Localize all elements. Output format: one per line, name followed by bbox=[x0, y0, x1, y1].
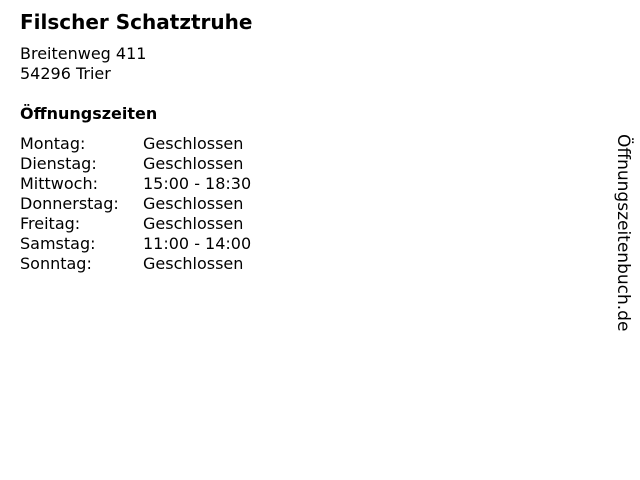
day-label: Samstag: bbox=[20, 234, 96, 253]
day-label: Sonntag: bbox=[20, 254, 92, 273]
day-label: Freitag: bbox=[20, 214, 81, 233]
store-name: Filscher Schatztruhe bbox=[20, 10, 253, 34]
city-address: 54296 Trier bbox=[20, 64, 111, 83]
day-hours: Geschlossen bbox=[143, 214, 244, 233]
source-credit: Öffnungszeitenbuch.de bbox=[613, 134, 633, 332]
hours-row-thursday bbox=[20, 194, 251, 214]
street-address: Breitenweg 411 bbox=[20, 44, 147, 63]
day-hours: Geschlossen bbox=[143, 134, 244, 153]
day-hours: 15:00 - 18:30 bbox=[143, 174, 252, 193]
day-hours: 11:00 - 14:00 bbox=[143, 234, 252, 253]
opening-hours-heading: Öffnungszeiten bbox=[20, 104, 158, 123]
hours-row-tuesday bbox=[20, 154, 251, 174]
day-hours: Geschlossen bbox=[143, 194, 244, 213]
hours-row-friday bbox=[20, 214, 251, 234]
day-label: Donnerstag: bbox=[20, 194, 119, 213]
day-hours: Geschlossen bbox=[143, 254, 244, 273]
day-label: Mittwoch: bbox=[20, 174, 98, 193]
hours-row-wednesday bbox=[20, 174, 251, 194]
hours-row-sunday bbox=[20, 254, 251, 274]
opening-hours-table bbox=[20, 134, 251, 274]
day-label: Dienstag: bbox=[20, 154, 97, 173]
day-label: Montag: bbox=[20, 134, 86, 153]
store-address bbox=[20, 44, 146, 84]
hours-row-monday bbox=[20, 134, 251, 154]
day-hours: Geschlossen bbox=[143, 154, 244, 173]
hours-row-saturday bbox=[20, 234, 251, 254]
